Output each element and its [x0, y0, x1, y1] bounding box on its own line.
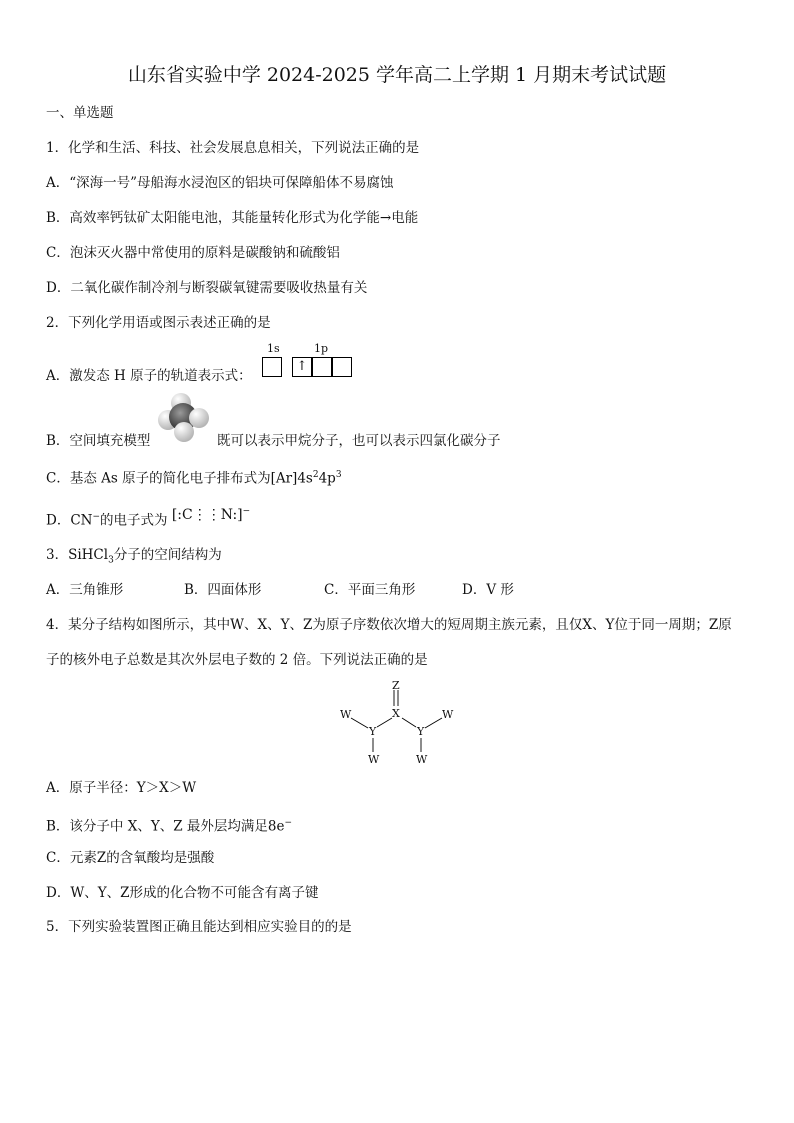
- orbital-box-1s: [262, 357, 282, 377]
- q2-option-c: C．基态 As 原子的简化电子排布式为$[Ar]4s^24p^3$: [46, 470, 342, 487]
- q4-stem-line-2: 子的核外电子总数是其次外层电子数的 2 倍。下列说法正确的是: [46, 652, 428, 668]
- q1-option-d: D．二氧化碳作制冷剂与断裂碳氧键需要吸收热量有关: [46, 280, 368, 296]
- q3-options: [46, 581, 514, 599]
- orbital-box-1p-3: [332, 357, 352, 377]
- q1-stem: 1．化学和生活、科技、社会发展息息相关，下列说法正确的是: [46, 140, 420, 156]
- q3-option-c: C．平面三角形: [324, 582, 416, 598]
- space-filling-model-image: [157, 393, 211, 443]
- q1-option-c: C．泡沫灭火器中常使用的原料是碳酸钠和硫酸铝: [46, 245, 340, 261]
- q3-stem: 3．SiHCl$_3$分子的空间结构为: [46, 547, 222, 566]
- q4-stem-line-1: 4．某分子结构如图所示，其中W、X、Y、Z为原子序数依次增大的短周期主族元素，且仅X、Y位于同一周期；Z原: [46, 617, 732, 633]
- spin-up-arrow-icon: ↑: [296, 359, 308, 374]
- structure-bonds: [330, 676, 470, 771]
- atom-y-right: Y: [417, 725, 425, 738]
- atom-w-bottom-right: W: [416, 753, 428, 766]
- atom-x: X: [392, 707, 400, 720]
- atom-w-right: W: [442, 708, 454, 721]
- section-heading: 一、单选题: [46, 105, 114, 121]
- q3-option-d: D．V 形: [462, 582, 514, 598]
- orbital-box-1p-2: [312, 357, 332, 377]
- cn-electron-formula: [:C⋮⋮N:]−: [171, 506, 251, 523]
- atom-y-left: Y: [369, 725, 377, 738]
- q4-option-d: D．W、Y、Z形成的化合物不可能含有离子键: [46, 885, 319, 901]
- q2-option-a: A．激发态 H 原子的轨道表示式：: [46, 368, 252, 384]
- atom-z: Z: [392, 679, 400, 692]
- q3-option-a: A．三角锥形: [46, 582, 124, 598]
- q4-option-c: C．元素Z的含氧酸均是强酸: [46, 850, 215, 866]
- q2-option-d: D．CN−的电子式为 [:C⋮⋮N:]−: [46, 506, 251, 529]
- orbital-1p-label: 1p: [314, 342, 329, 355]
- q1-option-a: A．“深海一号”母船海水浸泡区的铝块可保障船体不易腐蚀: [46, 175, 394, 191]
- q1-option-b: B．高效率钙钛矿太阳能电池，其能量转化形式为化学能→电能: [46, 210, 419, 226]
- orbital-1s-label: 1s: [267, 342, 280, 355]
- page-title: 山东省实验中学 2024-2025 学年高二上学期 1 月期末考试试题: [127, 64, 667, 86]
- atom-w-left: W: [340, 708, 352, 721]
- q4-option-b: B．该分子中 X、Y、Z 最外层均满足8e−: [46, 818, 293, 835]
- q2-stem: 2．下列化学用语或图示表述正确的是: [46, 315, 271, 331]
- orbital-box-1p-1: [292, 357, 312, 377]
- q2-option-b: B．空间填充模型 既可以表示甲烷分子，也可以表示四氯化碳分子: [46, 433, 501, 449]
- q4-option-a: A．原子半径：Y＞X＞W: [46, 780, 197, 796]
- q3-option-b: B．四面体形: [184, 582, 262, 598]
- atom-w-bottom-left: W: [368, 753, 380, 766]
- q5-stem: 5．下列实验装置图正确且能达到相应实验目的的是: [46, 919, 352, 935]
